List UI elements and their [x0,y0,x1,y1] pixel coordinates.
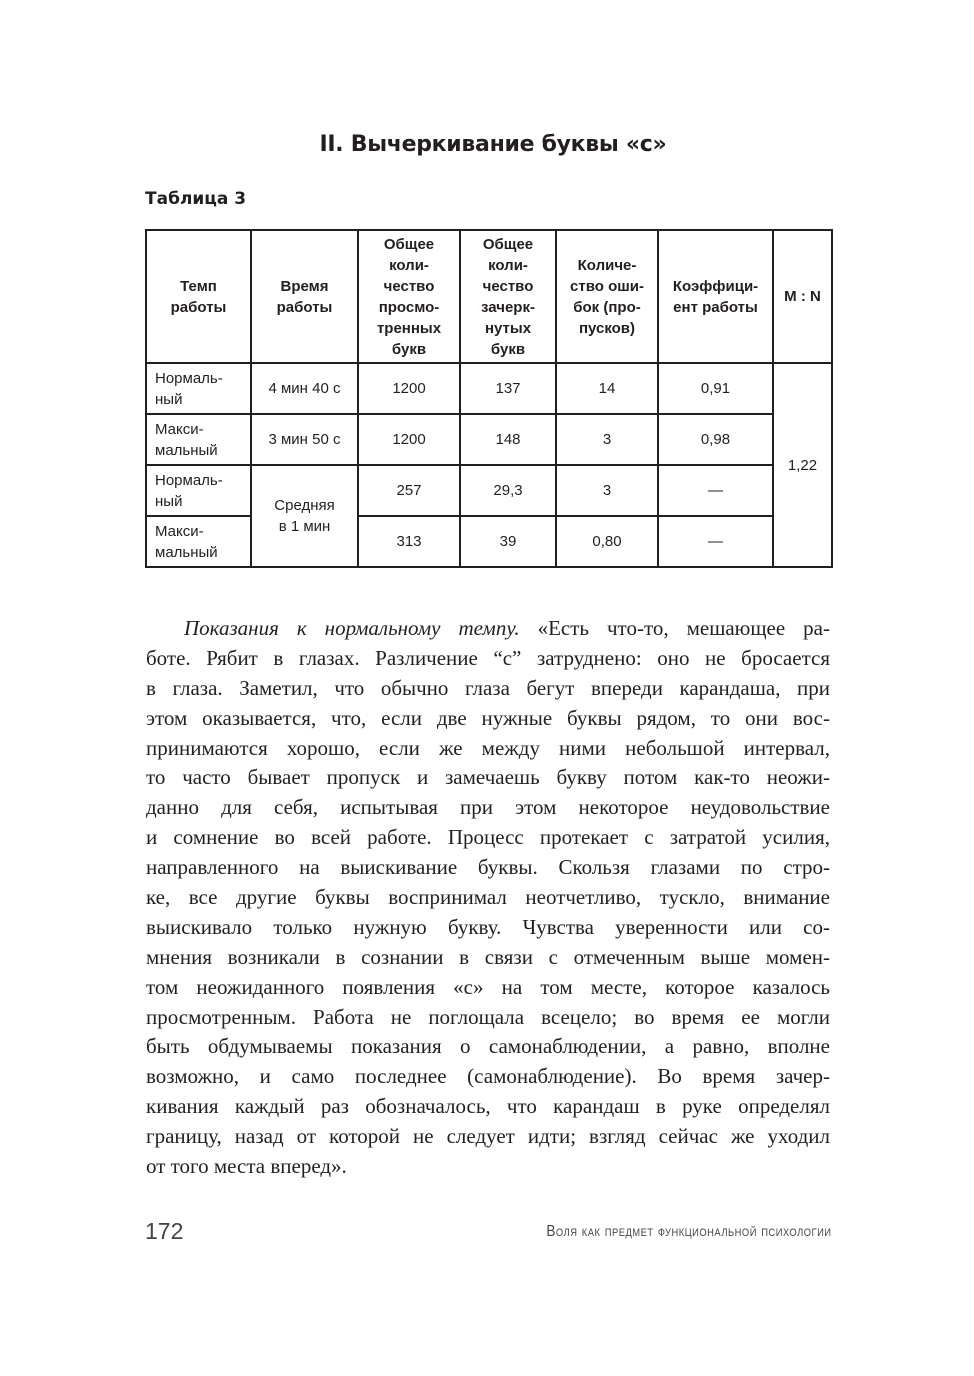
text-line [146,943,830,973]
text-line [146,704,830,734]
column-header [146,230,251,363]
cell-line: ный [155,492,183,510]
cell-line: Средняя [274,497,335,514]
table-cell: 148 [460,414,556,465]
line-text: этом оказывается, что, если две нужные буквы рядом, то они вос- [146,705,830,730]
header-line: ент работы [673,298,758,316]
header-line: нутых [484,319,532,337]
line-text: боте. Рябит в глазах. Различение “с” затруднено: оно не бросается [146,645,830,670]
table-header-row [146,230,832,363]
text-line [146,1092,830,1122]
cell-line: Нормаль- [155,471,223,489]
table-cell: 3 мин 50 с [251,414,358,465]
table-cell: — [658,516,773,567]
line-text: границу, назад от которой не следует идти; взгляд сейчас же уходил [146,1124,830,1149]
table-cell: 1200 [358,414,460,465]
header-line: M : N [784,288,821,305]
line-text: принимаются хорошо, если же между ними небольшой интервал, [146,735,830,760]
table-row [146,363,832,414]
table-cell: 39 [460,516,556,567]
header-line: Общее [383,235,435,253]
header-line: работы [170,298,227,316]
table-row [146,414,832,465]
header-line: работы [276,298,333,316]
text-line [146,853,830,883]
line-text: ке, все другие буквы воспринимал неотчетливо, тускло, внимание [146,885,830,910]
text-line [146,614,830,644]
line-text: том неожиданного появления «с» на том месте, которое казалось [146,974,830,999]
text-line [146,734,830,764]
header-line: Количе- [577,256,637,274]
header-line: Общее [482,235,534,253]
table-cell [146,516,251,567]
header-line: чество [383,277,435,295]
text-line [146,1062,830,1092]
header-line: Коэффици- [672,277,759,295]
header-line: бок (про- [573,298,641,316]
table-cell: 313 [358,516,460,567]
table-cell: 3 [556,414,658,465]
line-text: «Есть что-то, мешающее ра- [519,616,830,640]
table-row [146,465,832,516]
table-cell: 0,91 [658,363,773,414]
header-line: коли- [488,256,528,274]
table-cell: 0,80 [556,516,658,567]
text-line [146,823,830,853]
table-cell: 257 [358,465,460,516]
column-header [556,230,658,363]
table-row [146,516,832,567]
text-line [146,1003,830,1033]
table-cell: 1200 [358,363,460,414]
text-line [146,793,830,823]
table-cell [146,414,251,465]
header-line: Время [280,277,329,295]
line-text: в глаза. Заметил, что обычно глаза бегут впереди карандаша, при [146,675,830,700]
table-cell: 137 [460,363,556,414]
column-header [251,230,358,363]
header-line: Темп [180,277,217,295]
column-header [460,230,556,363]
header-line: пусков) [578,319,636,337]
cell-line: Нормаль- [155,369,223,387]
line-text: от того места вперед». [146,1154,347,1179]
header-line: ство оши- [570,277,644,295]
table-label: Таблица 3 [145,189,247,209]
header-line: зачерк- [481,298,535,316]
table-cell: 1,22 [773,363,832,567]
running-title: Воля как предмет функциональной психологии [546,1223,832,1240]
line-text: и сомнение во всей работе. Процесс протекает с затратой усилия, [146,825,830,850]
line-text: выискивало только нужную букву. Чувства уверенности или со- [146,914,830,939]
table-cell [146,363,251,414]
line-text: быть обдумываемы показания о самонаблюдении, а равно, вполне [146,1034,830,1059]
text-line [146,883,830,913]
table-cell: 14 [556,363,658,414]
line-text: просмотренным. Работа не поглощала всецело; во время ее могли [146,1004,830,1029]
text-line [146,763,830,793]
header-line: букв [490,340,526,358]
column-header [773,230,832,363]
text-line [146,973,830,1003]
line-text: кивания каждый раз обозначалось, что карандаш в руке определял [146,1094,830,1119]
line-text: мнения возникали в сознании в связи с отмеченным выше момен- [146,944,830,969]
header-line: коли- [389,256,429,274]
results-table [145,229,833,568]
table-cell: 3 [556,465,658,516]
cell-line: мальный [155,441,218,459]
header-line: чество [482,277,534,295]
text-line [146,674,830,704]
line-text: то часто бывает пропуск и замечаешь букву потом как-то неожи- [146,765,830,790]
table-cell: 4 мин 40 с [251,363,358,414]
cell-line: в 1 мин [278,518,331,535]
column-header [358,230,460,363]
header-line: тренных [376,319,442,337]
line-text: возможно, и само последнее (самонаблюдение). Во время зачер- [146,1064,830,1089]
body-paragraph [146,614,830,1182]
cell-line: Макси- [155,420,204,438]
cell-line: мальный [155,543,218,561]
text-line [146,1152,830,1182]
header-line: букв [391,340,427,358]
table-cell [146,465,251,516]
header-line: просмо- [378,298,440,316]
table-cell: — [658,465,773,516]
table-cell [251,465,358,567]
page-number: 172 [145,1218,184,1244]
text-line [146,1032,830,1062]
text-line [146,644,830,674]
cell-line: Макси- [155,522,204,540]
italic-lead: Показания к нормальному темпу. [184,616,520,640]
cell-line: ный [155,390,183,408]
text-line [146,913,830,943]
table-cell: 0,98 [658,414,773,465]
line-text: данно для себя, испытывая при этом некоторое неудовольствие [146,795,830,820]
text-line [146,1122,830,1152]
section-title: II. Вычеркивание буквы «с» [319,132,667,157]
column-header [658,230,773,363]
table-cell: 29,3 [460,465,556,516]
line-text: направленного на выискивание буквы. Скользя глазами по стро- [146,855,830,880]
